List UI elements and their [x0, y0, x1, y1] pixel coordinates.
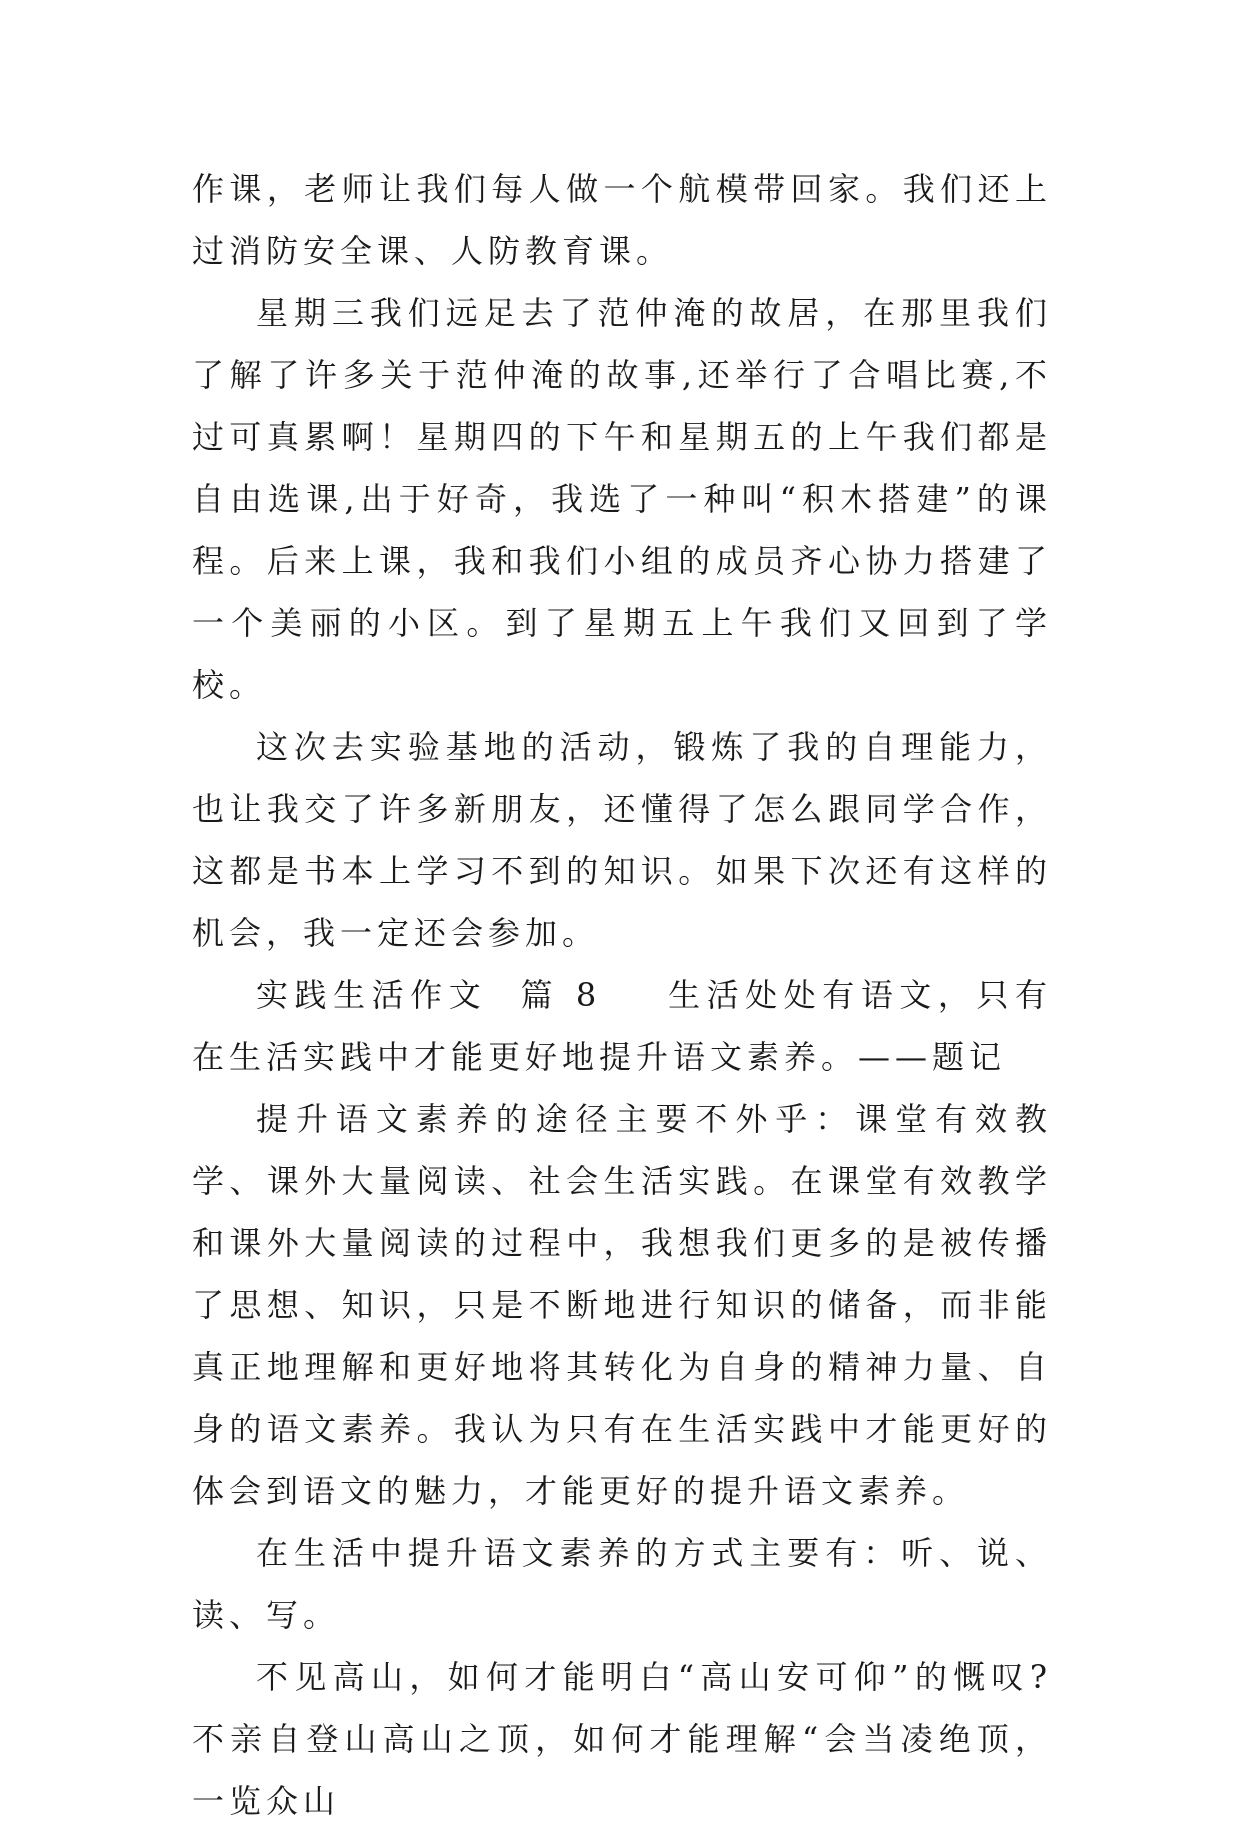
paragraph-4-heading: 实践生活作文 篇 8 生活处处有语文，只有在生活实践中才能更好地提升语文素养。——题记 [192, 976, 1052, 1076]
paragraph-7: 不见高山，如何才能明白“高山安可仰”的慨叹?不亲自登山高山之顶，如何才能理解“会当凌绝顶，一览众山 [192, 1658, 1052, 1820]
paragraph-2: 星期三我们远足去了范仲淹的故居，在那里我们了解了许多关于范仲淹的故事,还举行了合唱比赛,不过可真累啊！星期四的下午和星期五的上午我们都是自由选课,出于好奇，我选了一种叫“积木搭建”的课程。后来上课，我和我们小组的成员齐心协力搭建了一个美丽的小区。到了星期五上午我们又回到了学校。 [192, 294, 1052, 704]
body-text [192, 158, 1052, 1832]
paragraph-1: 作课，老师让我们每人做一个航模带回家。我们还上过消防安全课、人防教育课。 [192, 170, 1052, 270]
paragraph-3: 这次去实验基地的活动，锻炼了我的自理能力，也让我交了许多新朋友，还懂得了怎么跟同学合作，这都是书本上学习不到的知识。如果下次还有这样的机会，我一定还会参加。 [192, 728, 1052, 952]
paragraph-6: 在生活中提升语文素养的方式主要有：听、说、读、写。 [192, 1534, 1052, 1634]
paragraph-5: 提升语文素养的途径主要不外乎：课堂有效教学、课外大量阅读、社会生活实践。在课堂有效教学和课外大量阅读的过程中，我想我们更多的是被传播了思想、知识，只是不断地进行知识的储备，而非能真正地理解和更好地将其转化为自身的精神力量、自身的语文素养。我认为只有在生活实践中才能更好的体会到语文的魅力，才能更好的提升语文素养。 [192, 1100, 1052, 1510]
